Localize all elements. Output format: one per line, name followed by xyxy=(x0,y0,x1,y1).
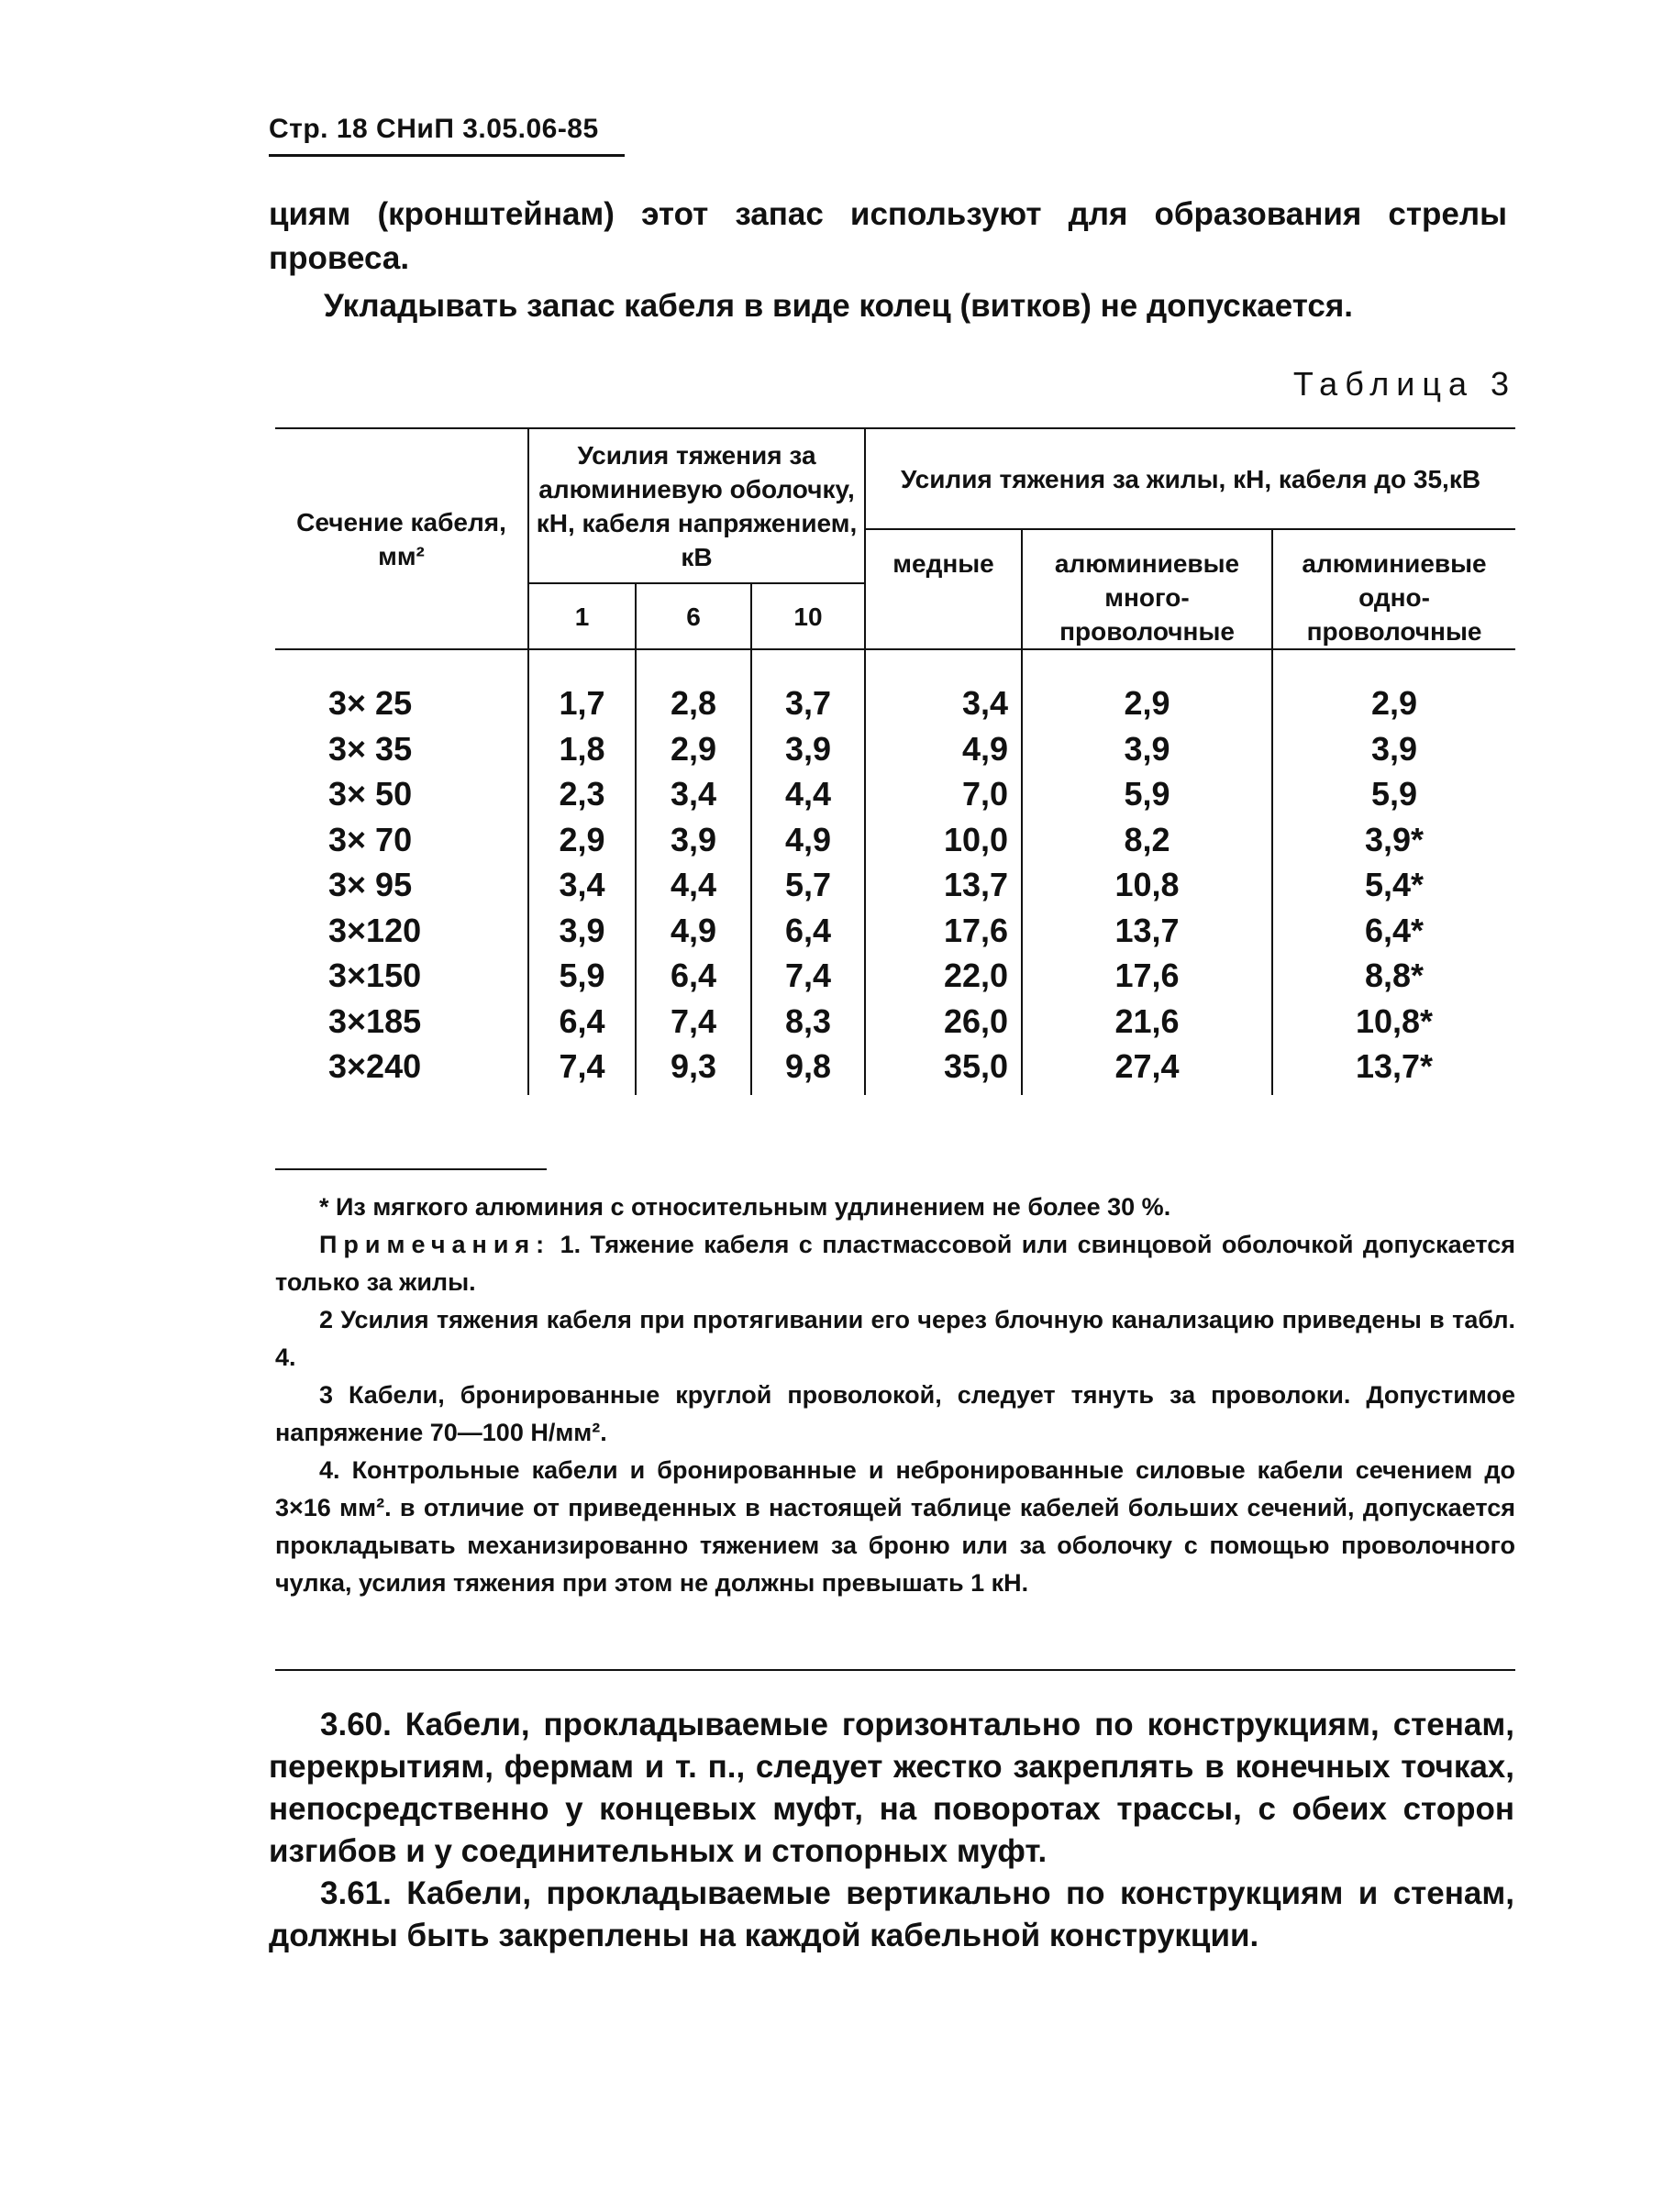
header-al-single: алюминиевые одно-проволочные xyxy=(1272,529,1515,649)
cell-section: 3×240 xyxy=(275,1044,528,1095)
cell-6kv: 3,4 xyxy=(636,771,751,817)
cell-1kv: 2,9 xyxy=(528,817,636,863)
cell-1kv: 1,8 xyxy=(528,726,636,772)
cell-1kv: 3,9 xyxy=(528,908,636,954)
cell-6kv: 7,4 xyxy=(636,999,751,1045)
table-row xyxy=(275,817,1515,863)
table-row xyxy=(275,726,1515,772)
cell-10kv: 3,7 xyxy=(751,649,865,726)
header-section: Сечение кабеля, мм² xyxy=(275,428,528,649)
table-title: Таблица 3 xyxy=(1292,365,1516,403)
header-al-multi: алюминиевые много-проволочные xyxy=(1022,529,1272,649)
table-row xyxy=(275,649,1515,726)
cell-al-multi: 3,9 xyxy=(1022,726,1272,772)
cable-tension-table xyxy=(275,427,1515,1095)
note-2: 2 Усилия тяжения кабеля при протягивании его через блочную канализацию приведены в табл. 4. xyxy=(275,1306,1515,1371)
notes-bottom-rule xyxy=(275,1669,1515,1671)
cell-section: 3× 50 xyxy=(275,771,528,817)
cell-copper: 4,9 xyxy=(865,726,1022,772)
cell-10kv: 9,8 xyxy=(751,1044,865,1095)
cell-10kv: 4,4 xyxy=(751,771,865,817)
cell-al-multi: 13,7 xyxy=(1022,908,1272,954)
cell-al-single: 8,8* xyxy=(1272,953,1515,999)
section-text: Кабели, прокладываемые вертикально по конструкциям и стенам, должны быть закреплены на каждой кабельной конструкции. xyxy=(269,1875,1514,1953)
intro-paragraph: циям (кронштейнам) этот запас используют для образования стрелы провеса. xyxy=(269,196,1507,276)
cell-10kv: 8,3 xyxy=(751,999,865,1045)
section-3-60 xyxy=(269,1704,1514,1873)
cell-al-single: 2,9 xyxy=(1272,649,1515,726)
cell-1kv: 3,4 xyxy=(528,862,636,908)
table-3 xyxy=(275,427,1515,1095)
header-6kv: 6 xyxy=(636,583,751,649)
section-3-61 xyxy=(269,1873,1514,1957)
cell-section: 3× 25 xyxy=(275,649,528,726)
cell-al-single: 3,9* xyxy=(1272,817,1515,863)
cell-al-single: 5,4* xyxy=(1272,862,1515,908)
table-row xyxy=(275,953,1515,999)
cell-10kv: 3,9 xyxy=(751,726,865,772)
note-1-text: 1. Тяжение кабеля с пластмассовой или свинцовой оболочкой допускается только за жилы. xyxy=(275,1231,1515,1296)
cell-al-single: 10,8* xyxy=(1272,999,1515,1045)
table-row xyxy=(275,1044,1515,1095)
header-underline xyxy=(269,154,625,157)
section-number: 3.61. xyxy=(320,1875,392,1911)
cell-section: 3×185 xyxy=(275,999,528,1045)
note-4: 4. Контрольные кабели и бронированные и небронированные силовые кабели сечением до 3×16 мм². в отличие от приведенных в настоящей таблице кабелей больших сечений, допускается прокладывать механизированно тяжением за броню или за оболочку с помощью проволочного чулка, усилия тяжения при этом не должны превышать 1 кН. xyxy=(275,1456,1515,1597)
header-sheath: Усилия тяжения за алюминиевую оболочку, кН, кабеля напряжением, кВ xyxy=(528,428,865,583)
cell-6kv: 4,9 xyxy=(636,908,751,954)
note-3: 3 Кабели, бронированные круглой проволокой, следует тянуть за проволоки. Допустимое напряжение 70—100 Н/мм². xyxy=(275,1381,1515,1446)
header-10kv: 10 xyxy=(751,583,865,649)
cell-6kv: 6,4 xyxy=(636,953,751,999)
footnote-asterisk: * Из мягкого алюминия с относительным удлинением не более 30 %. xyxy=(319,1193,1171,1221)
cell-copper: 13,7 xyxy=(865,862,1022,908)
cell-al-single: 13,7* xyxy=(1272,1044,1515,1095)
cell-1kv: 7,4 xyxy=(528,1044,636,1095)
header-copper: медные xyxy=(865,529,1022,649)
cell-al-multi: 8,2 xyxy=(1022,817,1272,863)
header-cores: Усилия тяжения за жилы, кН, кабеля до 35,кВ xyxy=(865,428,1515,529)
cell-al-single: 5,9 xyxy=(1272,771,1515,817)
cell-al-single: 3,9 xyxy=(1272,726,1515,772)
cell-section: 3× 35 xyxy=(275,726,528,772)
cell-section: 3×120 xyxy=(275,908,528,954)
cell-al-single: 6,4* xyxy=(1272,908,1515,954)
cell-section: 3×150 xyxy=(275,953,528,999)
cell-1kv: 1,7 xyxy=(528,649,636,726)
cell-copper: 22,0 xyxy=(865,953,1022,999)
cell-copper: 26,0 xyxy=(865,999,1022,1045)
cell-section: 3× 95 xyxy=(275,862,528,908)
cell-al-multi: 5,9 xyxy=(1022,771,1272,817)
section-text: Кабели, прокладываемые горизонтально по конструкциям, стенам, перекрытиям, фермам и т. п., следует жестко закреплять в конечных точках, непосредственно у концевых муфт, на поворотах трассы, с обеих сторон изгибов и у соединительных и стопорных муфт. xyxy=(269,1707,1514,1869)
cell-6kv: 4,4 xyxy=(636,862,751,908)
notes-label: Примечания: xyxy=(319,1231,551,1258)
cell-copper: 3,4 xyxy=(865,649,1022,726)
cell-10kv: 7,4 xyxy=(751,953,865,999)
table-row xyxy=(275,771,1515,817)
note-1 xyxy=(275,1226,1515,1301)
cell-al-multi: 27,4 xyxy=(1022,1044,1272,1095)
cell-section: 3× 70 xyxy=(275,817,528,863)
cell-10kv: 4,9 xyxy=(751,817,865,863)
footnote-rule xyxy=(275,1168,547,1170)
cell-copper: 7,0 xyxy=(865,771,1022,817)
cell-1kv: 5,9 xyxy=(528,953,636,999)
cell-al-multi: 21,6 xyxy=(1022,999,1272,1045)
header-1kv: 1 xyxy=(528,583,636,649)
cell-6kv: 9,3 xyxy=(636,1044,751,1095)
cell-copper: 17,6 xyxy=(865,908,1022,954)
cell-al-multi: 2,9 xyxy=(1022,649,1272,726)
table-row xyxy=(275,862,1515,908)
intro-paragraph-2: Укладывать запас кабеля в виде колец (витков) не допускается. xyxy=(324,288,1354,324)
table-notes xyxy=(275,1189,1515,1602)
cell-copper: 35,0 xyxy=(865,1044,1022,1095)
section-number: 3.60. xyxy=(320,1707,392,1742)
cell-6kv: 2,8 xyxy=(636,649,751,726)
cell-6kv: 3,9 xyxy=(636,817,751,863)
cell-al-multi: 10,8 xyxy=(1022,862,1272,908)
page-header: Стр. 18 СНиП 3.05.06-85 xyxy=(269,114,599,144)
cell-al-multi: 17,6 xyxy=(1022,953,1272,999)
table-row xyxy=(275,999,1515,1045)
cell-6kv: 2,9 xyxy=(636,726,751,772)
cell-1kv: 6,4 xyxy=(528,999,636,1045)
table-row xyxy=(275,908,1515,954)
cell-10kv: 6,4 xyxy=(751,908,865,954)
cell-10kv: 5,7 xyxy=(751,862,865,908)
cell-copper: 10,0 xyxy=(865,817,1022,863)
cell-1kv: 2,3 xyxy=(528,771,636,817)
